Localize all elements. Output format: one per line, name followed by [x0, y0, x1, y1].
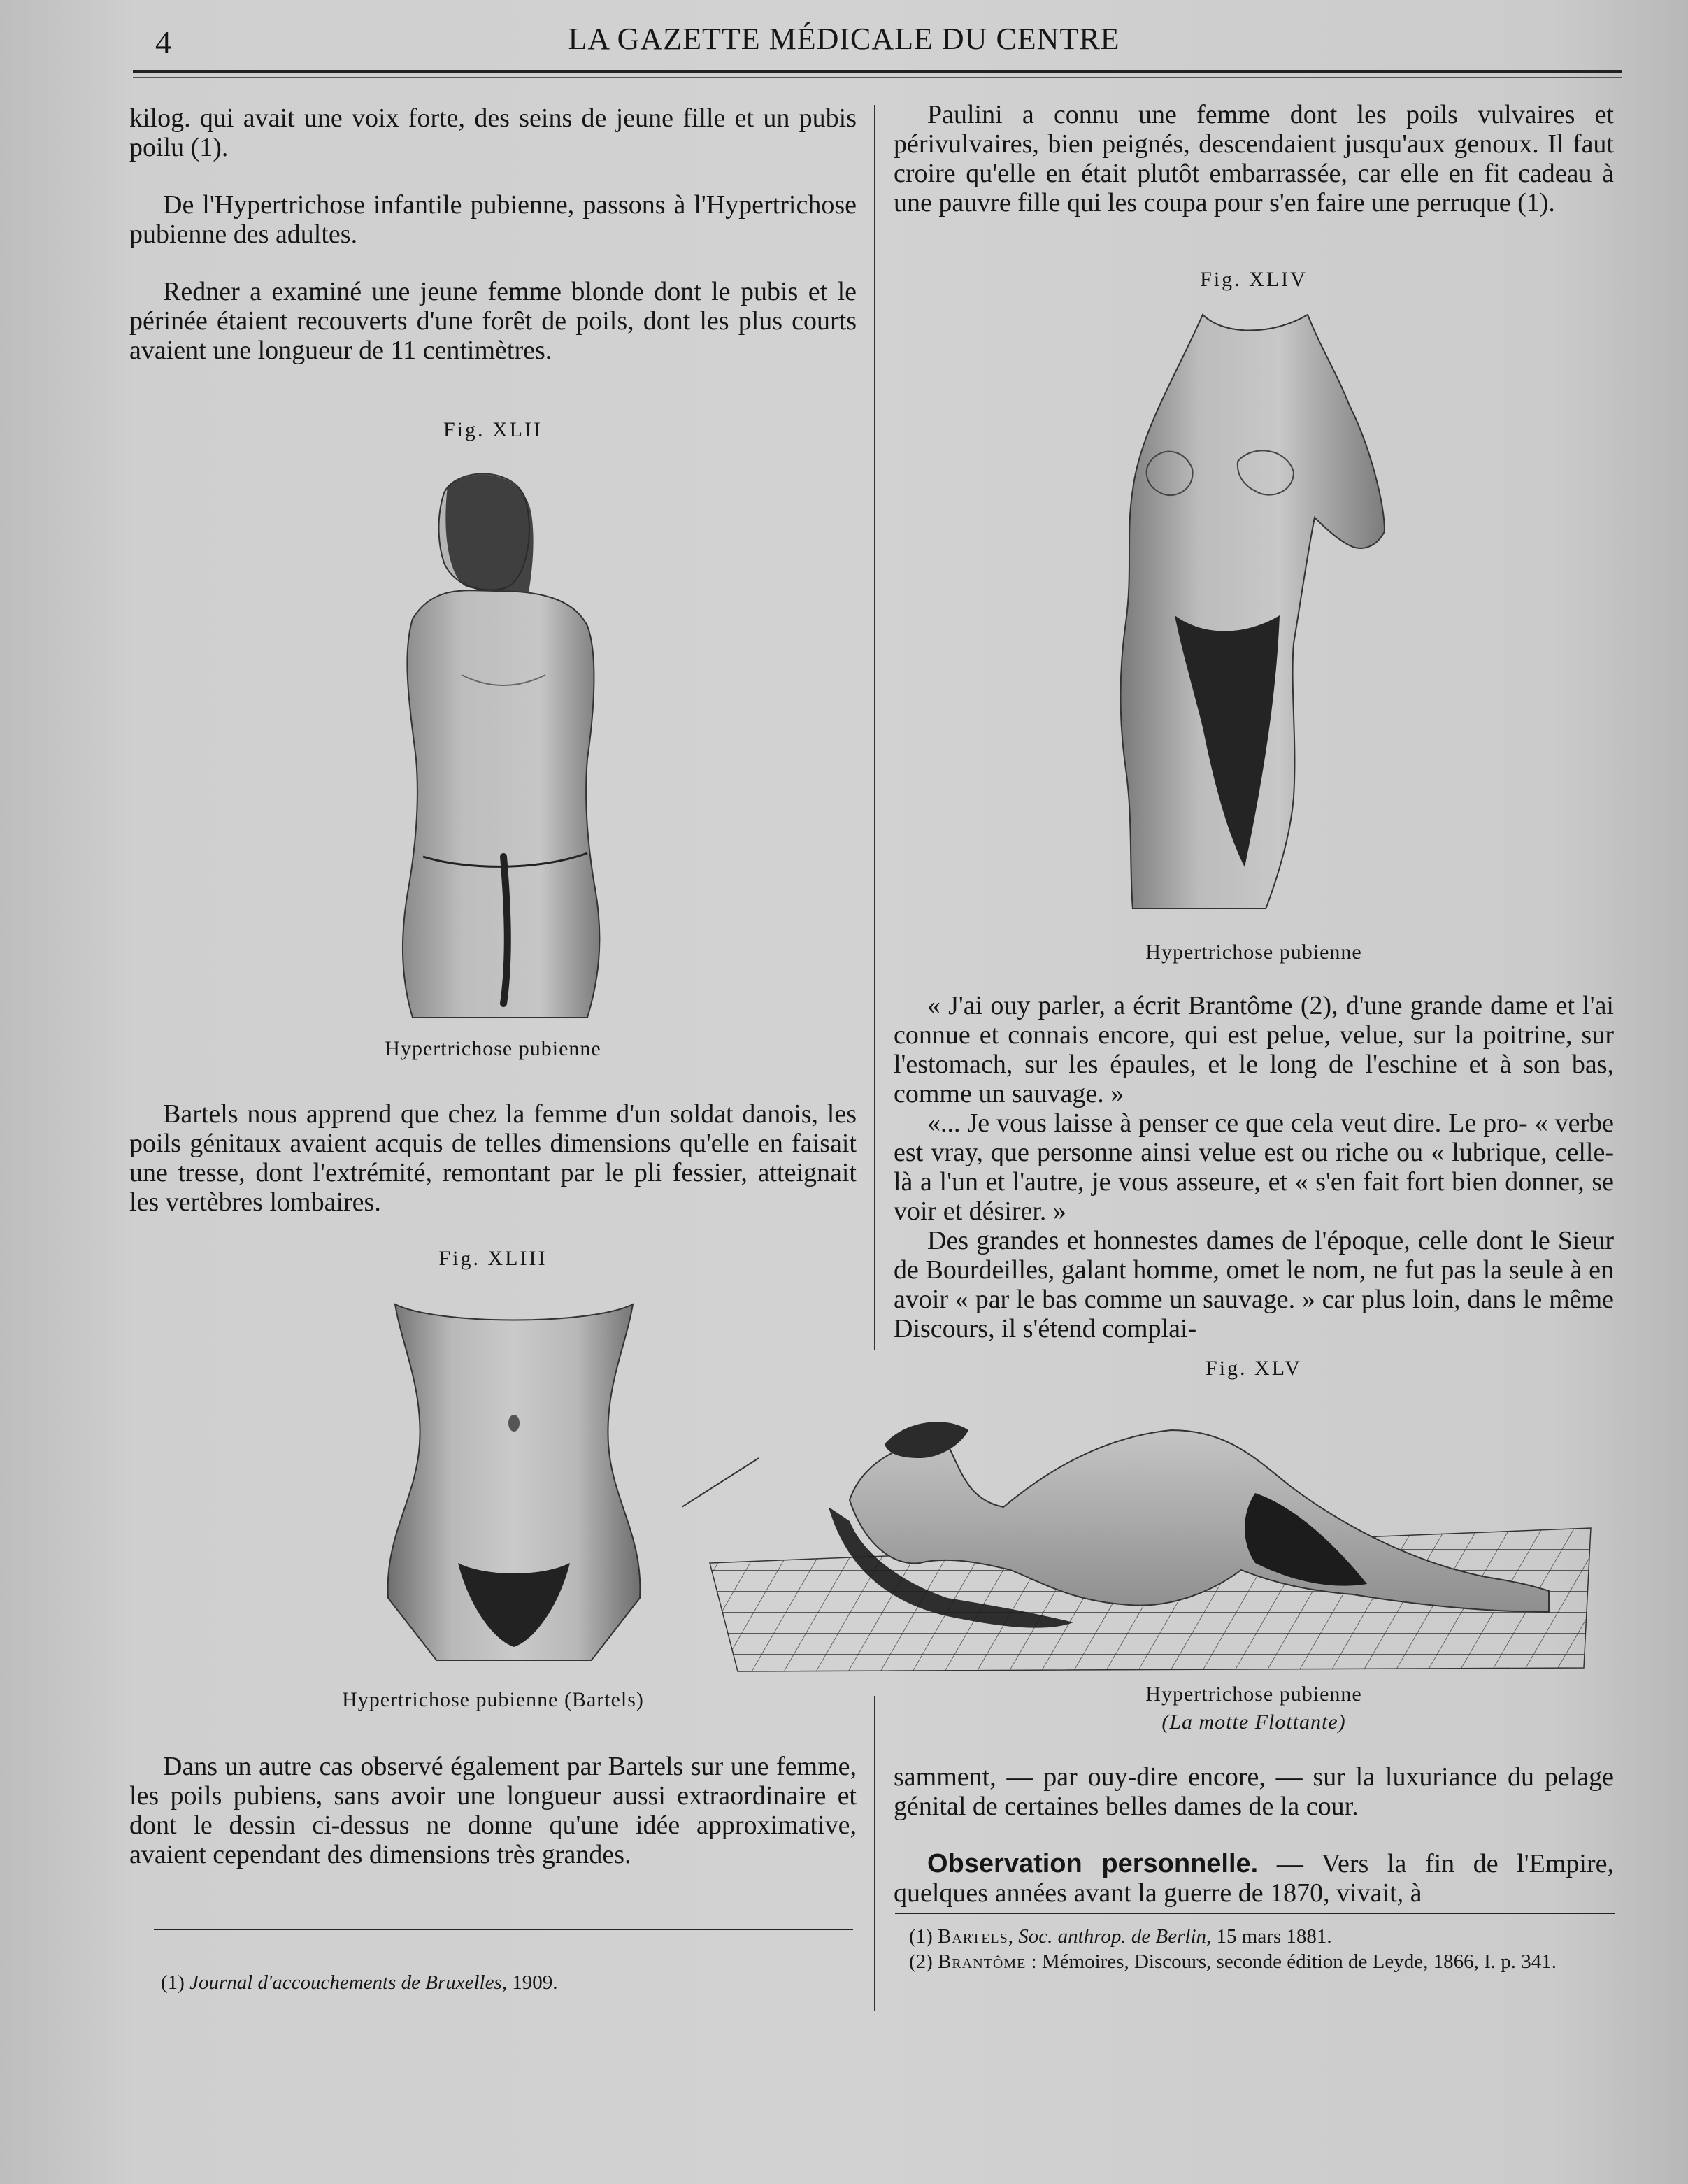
figure-subcaption: (La motte Flottante): [1161, 1711, 1346, 1734]
left-column-top: [129, 104, 857, 365]
page-number: 4: [155, 24, 171, 60]
figure-label: Fig. XLV: [1206, 1357, 1302, 1380]
footnote-date: , 15 mars 1881.: [1206, 1925, 1332, 1948]
paragraph: Bartels nous apprend que chez la femme d'un soldat danois, les poils génitaux avaient acquis de telles dimensions qu'elle en faisait une tresse, dont l'extrémité, remontant par le pli fessier, atteignait les vertèbres lombaires.: [129, 1099, 857, 1217]
left-column-bottom: [129, 1752, 857, 1869]
figure-xliv-illustration: [1112, 308, 1399, 909]
footnote-text: : Mémoires, Discours, seconde édition de Leyde, 1866, I. p. 341.: [1026, 1950, 1557, 1973]
figure-caption: Hypertrichose pubienne (Bartels): [342, 1688, 644, 1711]
footnote-source: Soc. anthrop. de Berlin: [1018, 1925, 1207, 1948]
header-rule-thin: [133, 77, 1622, 78]
footnote: [909, 1950, 1615, 1974]
footnote-author: Brantôme: [938, 1950, 1027, 1973]
footnote-year: , 1909.: [501, 1971, 558, 1994]
header-rule: [133, 70, 1622, 73]
figure-caption: Hypertrichose pubienne: [1145, 941, 1362, 964]
figure-caption: Hypertrichose pubienne: [1145, 1683, 1362, 1706]
figure-xlii-illustration: [364, 465, 629, 1018]
paragraph: Redner a examiné une jeune femme blonde dont le pubis et le périnée étaient recouverts d'une forêt de poils, dont les plus courts avaient une longueur de 11 centimètres.: [129, 277, 857, 365]
paragraph: samment, — par ouy-dire encore, — sur la luxuriance du pelage génital de certaines belles dames de la cour.: [894, 1762, 1614, 1821]
footnote-number: (1): [909, 1925, 933, 1948]
paragraph: Dans un autre cas observé également par Bartels sur une femme, les poils pubiens, sans avoir une longueur aussi extraordinaire et dont le dessin ci-dessus ne donne qu'une idée approximative, avaient cependant des dimensions très grandes.: [129, 1752, 857, 1869]
footnote-number: (2): [909, 1950, 933, 1973]
left-column-middle: [129, 1099, 857, 1217]
figure-xlv-illustration: [682, 1402, 1626, 1675]
footnote-author: Bartels: [938, 1925, 1008, 1948]
figure-label: Fig. XLIII: [438, 1247, 548, 1270]
figure-label: Fig. XLIV: [1200, 268, 1308, 291]
paragraph: kilog. qui avait une voix forte, des seins de jeune fille et un pubis poilu (1).: [129, 104, 857, 162]
footnote: [161, 1971, 853, 1994]
right-column-bottom: [894, 1762, 1614, 1908]
paragraph: De l'Hypertrichose infantile pubienne, passons à l'Hypertrichose pubienne des adultes.: [129, 190, 857, 249]
paragraph: Paulini a connu une femme dont les poils vulvaires et périvulvaires, bien peignés, descendaient jusqu'aux genoux. Il faut croire qu'elle en était plutôt embarrassée, car elle en fit cadeau à une pauvre fille qui les coupa pour s'en faire une perruque (1).: [894, 100, 1614, 217]
footnote: (1) Bartels, Soc. anthrop. de Berlin, 15 mars 1881.: [909, 1925, 1332, 1948]
observation-paragraph: [894, 1849, 1614, 1908]
right-column-top: [894, 100, 1614, 217]
footnote-rule: [154, 1929, 853, 1930]
figure-xliii-illustration: [374, 1297, 654, 1661]
footnote-source: Journal d'accouchements de Bruxelles: [189, 1971, 502, 1994]
paragraph: Des grandes et honnestes dames de l'époque, celle dont le Sieur de Bourdeilles, galant homme, omet le nom, ne fut pas la seule à en avoir « par le bas comme un sauvage. » car plus loin, dans le même Discours, il s'étend complai-: [894, 1226, 1614, 1343]
quotation: «... Je vous laisse à penser ce que cela veut dire. Le pro- « verbe est vray, que personne ainsi velue est ou riche ou « lubrique, celle-là a l'un et l'autre, je vous asseure, et « s'en fait fort bien donner, se voir et désirer. »: [894, 1108, 1614, 1226]
figure-label: Fig. XLII: [443, 418, 543, 441]
observation-text: — Vers la fin de l'Empire, quelques années avant la guerre de 1870, vivait, à: [894, 1849, 1614, 1908]
observation-heading: Observation personnelle.: [927, 1849, 1259, 1878]
footnote-number: (1): [161, 1971, 185, 1994]
column-divider-lower: [874, 1696, 875, 2011]
figure-caption: Hypertrichose pubienne: [385, 1037, 601, 1060]
quotation: « J'ai ouy parler, a écrit Brantôme (2), d'une grande dame et l'ai connue et connais encore, qui est pelue, velue, sur la poitrine, sur l'estomach, sur les épaules, et le long de l'eschine et à son bas, comme un sauvage. »: [894, 991, 1614, 1108]
column-divider-upper: [874, 105, 875, 1350]
running-title: LA GAZETTE MÉDICALE DU CENTRE: [568, 22, 1120, 56]
footnote-rule: [895, 1913, 1615, 1914]
right-column-middle: [894, 991, 1614, 1343]
